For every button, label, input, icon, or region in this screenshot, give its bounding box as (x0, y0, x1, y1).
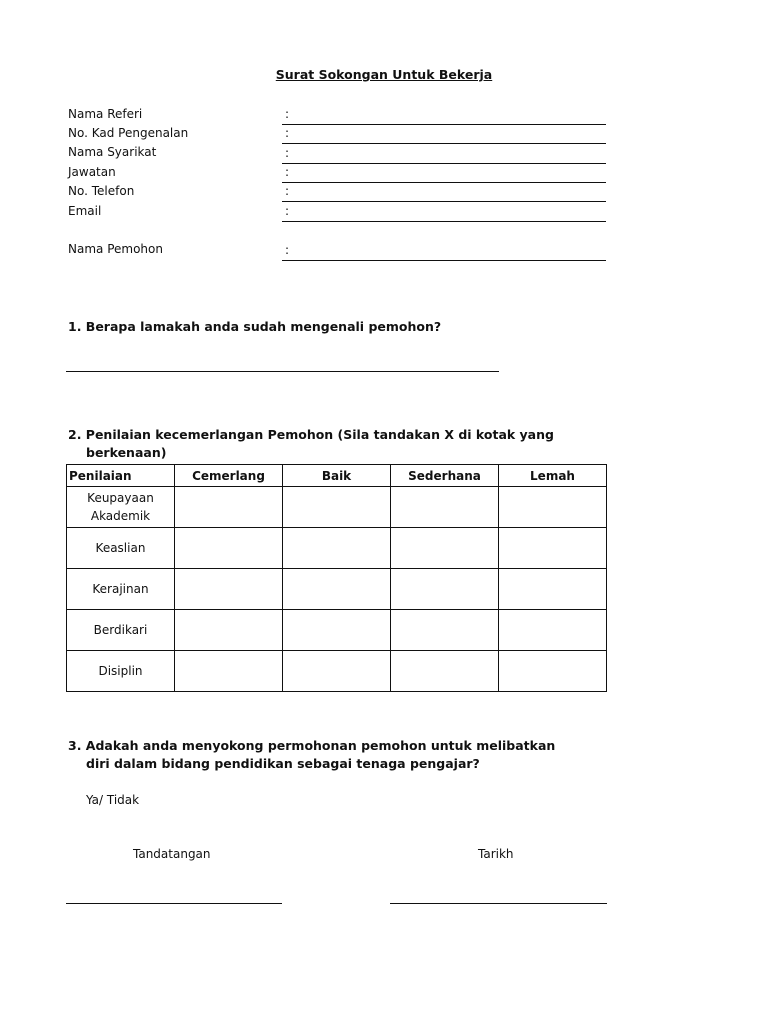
criterion-label-line-2: Akademik (90, 509, 151, 523)
rating-checkbox-lemah[interactable] (499, 610, 607, 651)
rating-checkbox-cemerlang[interactable] (175, 487, 283, 528)
document-title-text: Surat Sokongan Untuk Bekerja (275, 67, 493, 82)
criterion-label-line-1: Keupayaan (87, 491, 154, 505)
rating-checkbox-cemerlang[interactable] (175, 610, 283, 651)
rating-checkbox-baik[interactable] (283, 487, 391, 528)
signature-line[interactable] (66, 903, 282, 904)
rating-checkbox-sederhana[interactable] (391, 487, 499, 528)
question-2-line-2: berkenaan) (86, 445, 167, 460)
date-line[interactable] (390, 903, 607, 904)
field-line-email[interactable] (282, 221, 606, 222)
field-label-nama-referi: Nama Referi (68, 107, 143, 121)
rating-checkbox-cemerlang[interactable] (175, 528, 283, 569)
field-colon: : (285, 243, 290, 257)
field-label-kad-pengenalan: No. Kad Pengenalan (68, 126, 189, 140)
question-1-answer-line[interactable] (66, 371, 499, 372)
question-2-line-1: 2. Penilaian kecemerlangan Pemohon (Sila tandakan X di kotak yang (68, 427, 554, 442)
field-colon: : (285, 165, 290, 179)
rating-checkbox-baik[interactable] (283, 528, 391, 569)
rating-checkbox-sederhana[interactable] (391, 569, 499, 610)
table-row (67, 487, 607, 528)
rating-checkbox-sederhana[interactable] (391, 610, 499, 651)
rating-checkbox-lemah[interactable] (499, 487, 607, 528)
table-row (67, 651, 607, 692)
criterion-kerajinan: Kerajinan (67, 569, 175, 610)
field-label-email: Email (68, 204, 102, 218)
header-sederhana: Sederhana (391, 465, 499, 487)
rating-checkbox-cemerlang[interactable] (175, 651, 283, 692)
signature-label: Tandatangan (133, 847, 211, 861)
rating-table (66, 464, 607, 692)
rating-checkbox-lemah[interactable] (499, 651, 607, 692)
field-label-nama-pemohon: Nama Pemohon (68, 242, 163, 256)
field-label-no-telefon: No. Telefon (68, 184, 135, 198)
table-row (67, 569, 607, 610)
table-row (67, 610, 607, 651)
field-line-nama-syarikat[interactable] (282, 163, 606, 164)
rating-checkbox-cemerlang[interactable] (175, 569, 283, 610)
header-penilaian: Penilaian (67, 465, 175, 487)
field-label-nama-syarikat: Nama Syarikat (68, 145, 157, 159)
field-line-jawatan[interactable] (282, 182, 606, 183)
rating-checkbox-sederhana[interactable] (391, 651, 499, 692)
rating-checkbox-sederhana[interactable] (391, 528, 499, 569)
header-cemerlang: Cemerlang (175, 465, 283, 487)
field-colon: : (285, 107, 290, 121)
rating-checkbox-baik[interactable] (283, 569, 391, 610)
criterion-disiplin: Disiplin (67, 651, 175, 692)
rating-checkbox-lemah[interactable] (499, 528, 607, 569)
field-line-nama-pemohon[interactable] (282, 260, 606, 261)
field-line-no-telefon[interactable] (282, 201, 606, 202)
rating-checkbox-lemah[interactable] (499, 569, 607, 610)
field-label-jawatan: Jawatan (68, 165, 116, 179)
question-3-line-2: diri dalam bidang pendidikan sebagai tenaga pengajar? (86, 756, 480, 771)
header-baik: Baik (283, 465, 391, 487)
rating-checkbox-baik[interactable] (283, 651, 391, 692)
rating-checkbox-baik[interactable] (283, 610, 391, 651)
criterion-keaslian: Keaslian (67, 528, 175, 569)
document-title (0, 67, 768, 82)
field-colon: : (285, 146, 290, 160)
question-3-line-1: 3. Adakah anda menyokong permohonan pemohon untuk melibatkan (68, 738, 556, 753)
rating-table-header-row (67, 465, 607, 487)
header-lemah: Lemah (499, 465, 607, 487)
criterion-berdikari: Berdikari (67, 610, 175, 651)
table-row (67, 528, 607, 569)
date-label: Tarikh (478, 847, 514, 861)
question-1: 1. Berapa lamakah anda sudah mengenali pemohon? (68, 319, 442, 334)
field-colon: : (285, 184, 290, 198)
criterion-keupayaan-akademik (67, 487, 175, 528)
field-line-kad-pengenalan[interactable] (282, 143, 606, 144)
field-line-nama-referi[interactable] (282, 124, 606, 125)
field-colon: : (285, 126, 290, 140)
field-colon: : (285, 204, 290, 218)
answer-options-ya-tidak: Ya/ Tidak (86, 793, 140, 807)
